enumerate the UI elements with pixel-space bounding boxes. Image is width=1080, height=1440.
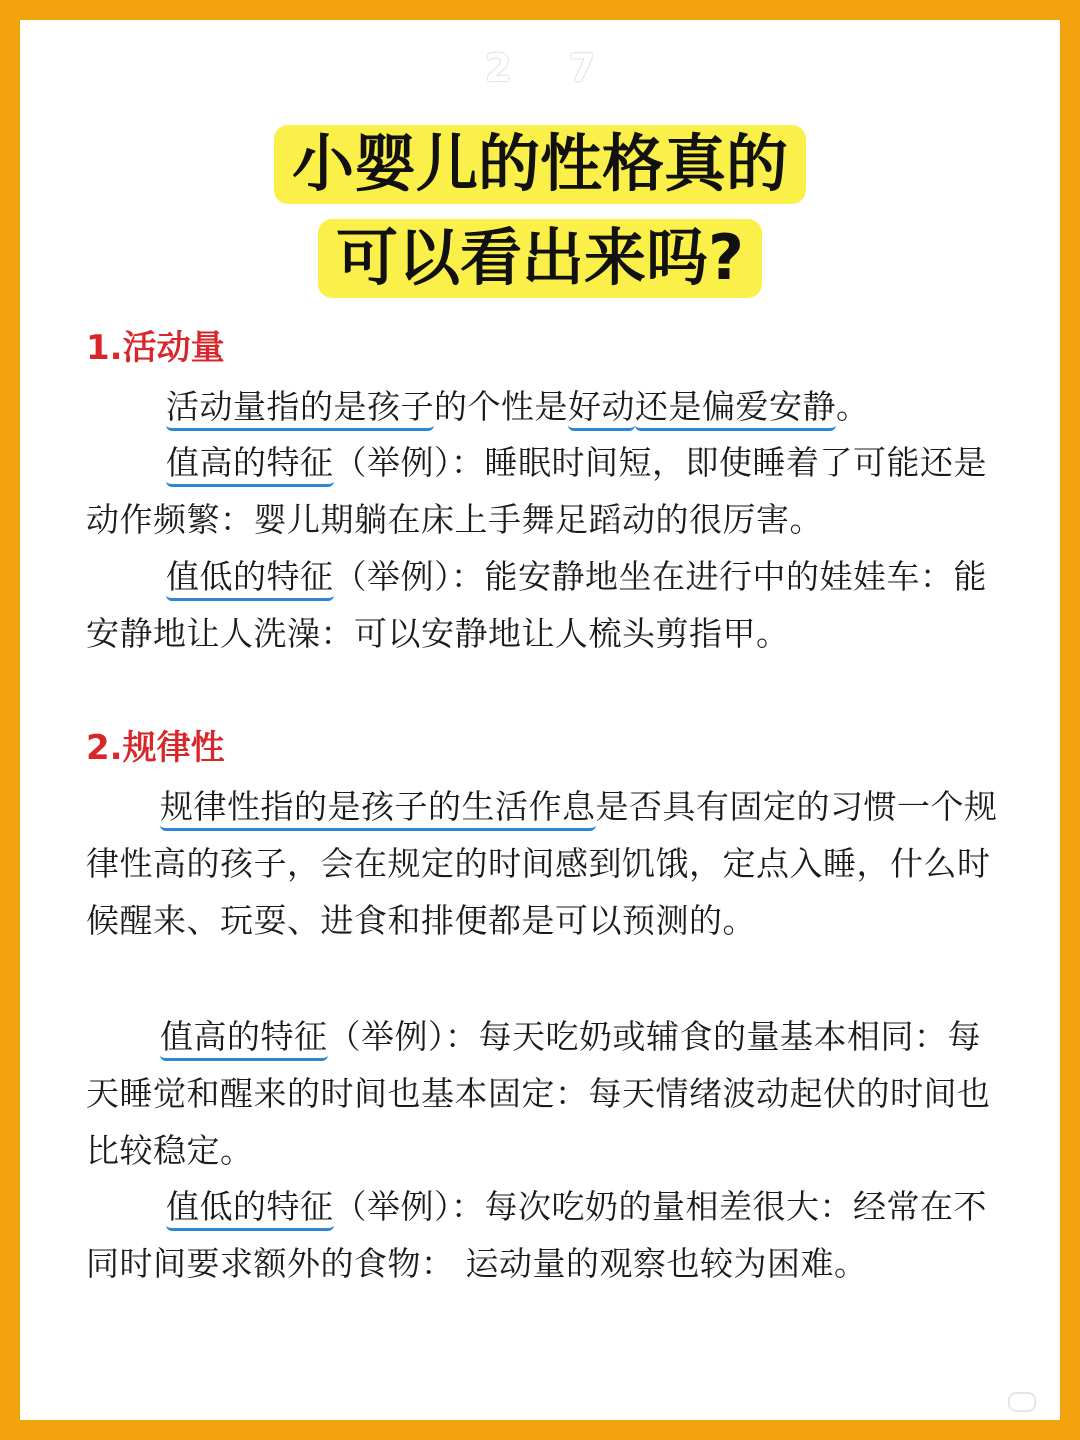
underlined-phrase: 值低的特征: [166, 557, 334, 601]
paragraph-text: （举例）：每次吃奶的量相差很大：经常在不同时间要求额外的食物： 运动量的观察也较为困难。: [86, 1187, 987, 1283]
section2-paragraph-low: [86, 1178, 1006, 1292]
section1-paragraph-high: [86, 434, 1006, 548]
underlined-phrase: 还是偏爱安静: [635, 387, 836, 431]
section1-paragraph-low: [86, 548, 1006, 662]
page-number: 2 7: [484, 46, 618, 90]
section-heading-regularity: 2.规律性: [86, 728, 225, 768]
content-card: [20, 20, 1060, 1420]
paragraph-text: 是否具有固定的习惯一个规律性高的孩子，会在规定的时间感到饥饿，定点入睡，什么时候醒来、玩耍、进食和排便都是可以预测的。: [86, 787, 998, 940]
paragraph-text: （举例）：每天吃奶或辅食的量基本相同：每天睡觉和醒来的时间也基本固定：每天情绪波动起伏的时间也比较稳定。: [86, 1017, 991, 1170]
section1-paragraph-definition: [86, 378, 1006, 435]
underlined-phrase: 好动: [568, 387, 635, 431]
paragraph-text: 。: [836, 387, 870, 426]
underlined-phrase: 规律性指的是孩子的生活作息: [160, 787, 596, 831]
section2-paragraph-high: [86, 1008, 1006, 1179]
underlined-phrase: 值低的特征: [166, 1187, 334, 1231]
title-highlight-2: 可以看出来吗?: [318, 219, 762, 298]
watermark-icon: [1008, 1392, 1036, 1412]
page-title-line-1: [20, 124, 1060, 204]
paragraph-text: （举例）：能安静地坐在进行中的娃娃车：能安静地让人洗澡：可以安静地让人梳头剪指甲。: [86, 557, 987, 653]
section-heading-activity: 1.活动量: [86, 328, 225, 368]
underlined-phrase: 活动量指的是孩子: [166, 387, 434, 431]
paragraph-text: （举例）：睡眠时间短，即使睡着了可能还是动作频繁：婴儿期躺在床上手舞足蹈动的很厉害。: [86, 443, 987, 539]
section2-paragraph-definition: [86, 778, 1006, 949]
paragraph-text: 的个性是: [434, 387, 568, 426]
page-title-line-2: [20, 218, 1060, 298]
underlined-phrase: 值高的特征: [160, 1017, 328, 1061]
title-highlight-1: 小婴儿的性格真的: [274, 125, 806, 204]
underlined-phrase: 值高的特征: [166, 443, 334, 487]
